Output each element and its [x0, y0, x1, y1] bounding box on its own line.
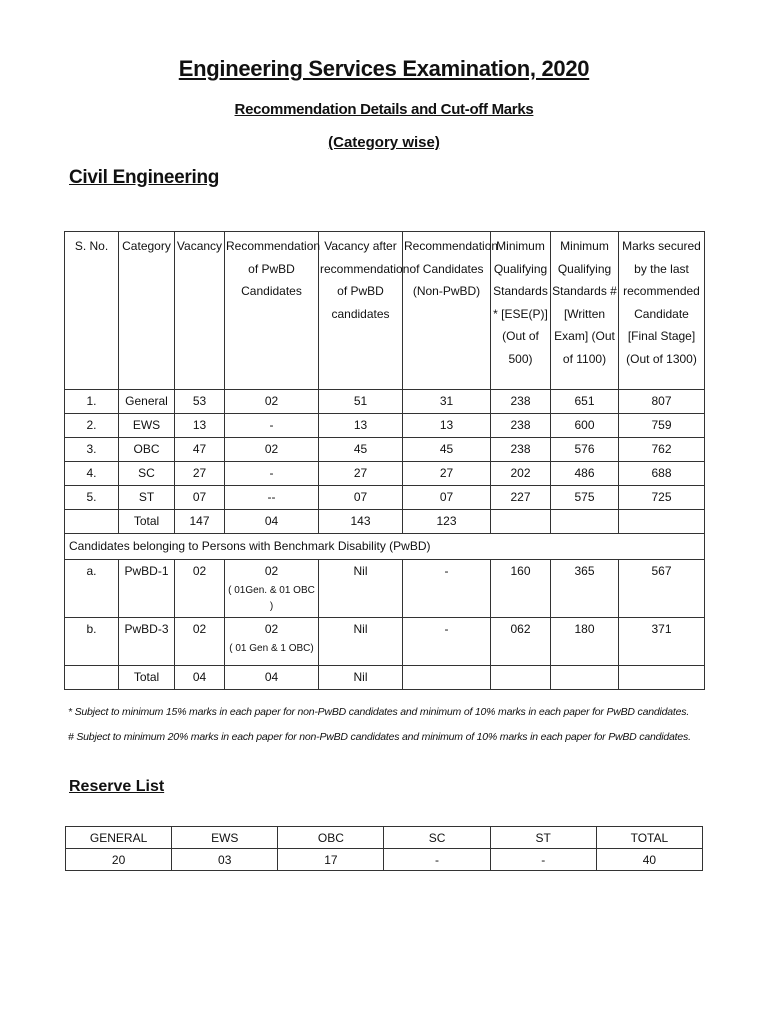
table-cell: 688 — [619, 462, 705, 486]
table-cell: 53 — [175, 390, 225, 414]
table-cell: 147 — [175, 510, 225, 534]
table-cell: 02 — [225, 390, 319, 414]
table-cell: 202 — [491, 462, 551, 486]
table-cell — [619, 666, 705, 690]
header-cell: GENERAL — [66, 827, 172, 849]
table-cell: 762 — [619, 438, 705, 462]
table-cell: 143 — [319, 510, 403, 534]
table-row — [65, 618, 705, 666]
table-cell: 759 — [619, 414, 705, 438]
section-title: Civil Engineering — [69, 167, 220, 188]
table-cell — [65, 510, 119, 534]
table-cell: 13 — [175, 414, 225, 438]
header-cell: Category — [119, 232, 175, 390]
table-cell — [65, 666, 119, 690]
table-cell-note: ( 01Gen. & 01 OBC ) — [228, 585, 315, 612]
table-cell — [551, 666, 619, 690]
reserve-list-title: Reserve List — [69, 778, 165, 795]
table-row — [65, 390, 705, 414]
table-cell: General — [119, 390, 175, 414]
table-cell: 13 — [319, 414, 403, 438]
table-cell: - — [490, 849, 596, 871]
table-cell: b. — [65, 618, 119, 666]
header-cell: SC — [384, 827, 490, 849]
table-cell-note: ( 01 Gen & 1 OBC) — [229, 643, 314, 654]
table-cell — [491, 666, 551, 690]
table-cell: -- — [225, 486, 319, 510]
table-cell: - — [384, 849, 490, 871]
pwbd-heading-row — [65, 534, 705, 560]
table-row — [65, 414, 705, 438]
table-cell: 31 — [403, 390, 491, 414]
table-cell: 13 — [403, 414, 491, 438]
table-cell-value: 02 — [264, 564, 279, 578]
table-cell: 123 — [403, 510, 491, 534]
table-cell: OBC — [119, 438, 175, 462]
table-cell: 04 — [225, 510, 319, 534]
header-cell: Minimum Qualifying Standards * [ESE(P)] (Out of 500) — [491, 232, 551, 390]
table-cell: 5. — [65, 486, 119, 510]
table-cell: 27 — [403, 462, 491, 486]
table-cell: ST — [119, 486, 175, 510]
table-cell: 27 — [319, 462, 403, 486]
table-cell: 20 — [66, 849, 172, 871]
table-cell: 02 — [175, 618, 225, 666]
page-subtitle: Recommendation Details and Cut-off Marks — [234, 101, 534, 118]
header-cell: EWS — [172, 827, 278, 849]
table-cell: - — [225, 414, 319, 438]
table-cell: 567 — [619, 560, 705, 618]
table-cell: 576 — [551, 438, 619, 462]
table-cell: 07 — [175, 486, 225, 510]
table-cell: 04 — [225, 666, 319, 690]
table-cell: 4. — [65, 462, 119, 486]
table-cell: Nil — [319, 618, 403, 666]
page-title: Engineering Services Examination, 2020 — [178, 56, 590, 81]
header-cell: OBC — [278, 827, 384, 849]
table-cell: 651 — [551, 390, 619, 414]
table-cell: 180 — [551, 618, 619, 666]
header-cell: Marks secured by the last recommended Candidate [Final Stage] (Out of 1300) — [619, 232, 705, 390]
table-cell: 40 — [596, 849, 702, 871]
table-row — [65, 560, 705, 618]
table-cell: - — [403, 618, 491, 666]
table-row — [65, 438, 705, 462]
table-cell: - — [403, 560, 491, 618]
table-cell: 07 — [403, 486, 491, 510]
reserve-header-row — [66, 827, 703, 849]
table-cell: 17 — [278, 849, 384, 871]
table-cell: 02 — [175, 560, 225, 618]
table-cell: a. — [65, 560, 119, 618]
table-row — [65, 486, 705, 510]
table-cell: 47 — [175, 438, 225, 462]
reserve-list-table — [65, 826, 703, 871]
table-header-row — [65, 232, 705, 390]
cutoff-table — [64, 231, 705, 690]
table-cell: - — [225, 462, 319, 486]
table-cell: 160 — [491, 560, 551, 618]
table-cell: 575 — [551, 486, 619, 510]
table-cell — [403, 666, 491, 690]
table-cell — [619, 510, 705, 534]
table-cell: 45 — [319, 438, 403, 462]
table-cell: 486 — [551, 462, 619, 486]
table-cell: Nil — [319, 666, 403, 690]
footnote-hash: # Subject to minimum 20% marks in each paper for non-PwBD candidates and minimum of 10% marks in each paper for PwBD candidates. — [68, 731, 691, 743]
table-cell: Nil — [319, 560, 403, 618]
table-cell: Total — [119, 510, 175, 534]
table-cell: PwBD-1 — [119, 560, 175, 618]
table-cell: 51 — [319, 390, 403, 414]
table-cell: 238 — [491, 414, 551, 438]
table-cell: 062 — [491, 618, 551, 666]
page-subtitle-category: (Category wise) — [328, 134, 440, 151]
table-cell: Total — [119, 666, 175, 690]
pwbd-section-heading: Candidates belonging to Persons with Benchmark Disability (PwBD) — [65, 534, 705, 560]
table-cell: 45 — [403, 438, 491, 462]
table-cell — [225, 560, 319, 618]
header-cell: Vacancy after recommendation of PwBD candidates — [319, 232, 403, 390]
table-cell: 238 — [491, 438, 551, 462]
footnote-asterisk: * Subject to minimum 15% marks in each paper for non-PwBD candidates and minimum of 10% marks in each paper for PwBD candidates. — [68, 706, 690, 718]
table-cell: 725 — [619, 486, 705, 510]
header-cell: Recommendation of PwBD Candidates — [225, 232, 319, 390]
table-cell: 600 — [551, 414, 619, 438]
header-cell: Recommendation of Candidates (Non-PwBD) — [403, 232, 491, 390]
table-cell: SC — [119, 462, 175, 486]
reserve-values-row — [66, 849, 703, 871]
table-cell — [225, 618, 319, 666]
table-cell: EWS — [119, 414, 175, 438]
table-cell: 371 — [619, 618, 705, 666]
table-cell: 03 — [172, 849, 278, 871]
table-cell — [491, 510, 551, 534]
header-cell: S. No. — [65, 232, 119, 390]
table-total-row — [65, 510, 705, 534]
table-cell: 3. — [65, 438, 119, 462]
table-cell: 27 — [175, 462, 225, 486]
table-row — [65, 462, 705, 486]
table-cell: 227 — [491, 486, 551, 510]
header-cell: ST — [490, 827, 596, 849]
table-cell-value: 02 — [264, 622, 279, 636]
table-cell: 04 — [175, 666, 225, 690]
pwbd-total-row — [65, 666, 705, 690]
table-cell — [551, 510, 619, 534]
table-cell: 807 — [619, 390, 705, 414]
header-cell: Vacancy — [175, 232, 225, 390]
table-cell: PwBD-3 — [119, 618, 175, 666]
table-cell: 365 — [551, 560, 619, 618]
header-cell: TOTAL — [596, 827, 702, 849]
table-cell: 238 — [491, 390, 551, 414]
table-cell: 2. — [65, 414, 119, 438]
table-cell: 02 — [225, 438, 319, 462]
table-cell: 07 — [319, 486, 403, 510]
header-cell: Minimum Qualifying Standards # [Written Exam] (Out of 1100) — [551, 232, 619, 390]
table-cell: 1. — [65, 390, 119, 414]
